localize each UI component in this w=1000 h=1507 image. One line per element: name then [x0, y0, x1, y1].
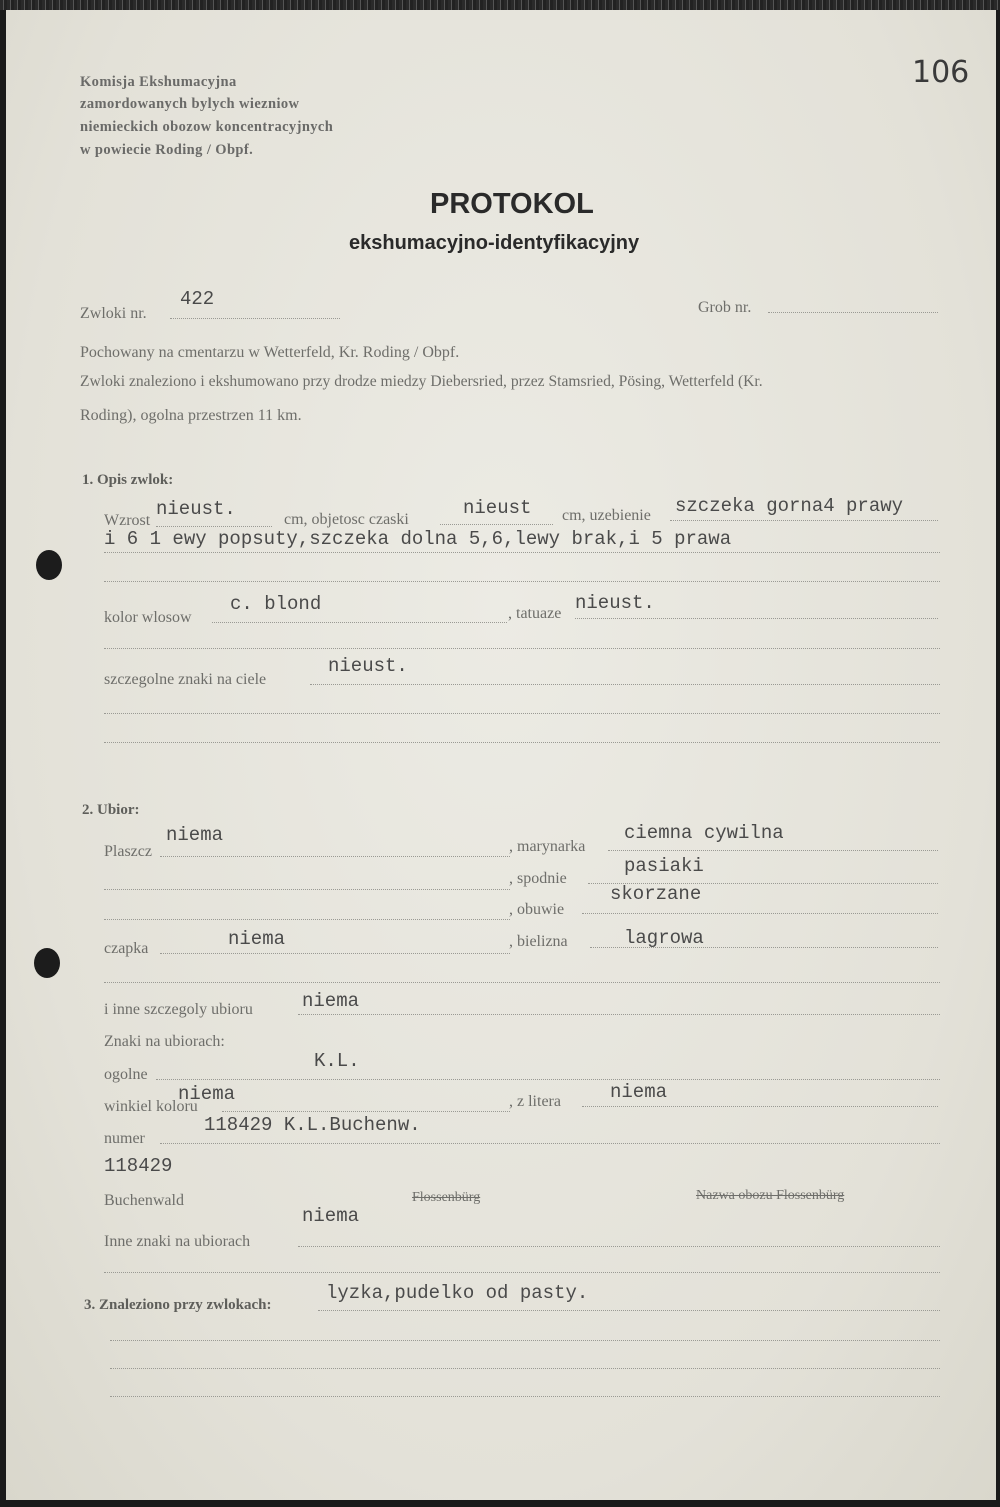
zwloki-label: Zwloki nr.	[80, 305, 147, 322]
numer-label: numer	[104, 1130, 145, 1147]
section1-heading: 1. Opis zwlok:	[82, 472, 174, 488]
kolor-label: kolor wlosow	[104, 609, 192, 626]
section3-heading: 3. Znaleziono przy zwlokach:	[84, 1297, 272, 1313]
found-text-line2: Roding), ogolna przestrzen 11 km.	[80, 407, 302, 424]
znaki-ciele-value: nieust.	[328, 655, 408, 677]
obuwie-value: skorzane	[610, 883, 702, 905]
zwloki-value: 422	[180, 288, 215, 310]
grob-label: Grob nr.	[698, 299, 752, 316]
found-text-line1: Zwloki znaleziono i ekshumowano przy drodze miedzy Diebersried, przez Stamsried, Pösing, Wetterfeld (Kr.	[80, 373, 763, 390]
inne-szczegoly-label: i inne szczegoly ubioru	[104, 1001, 253, 1018]
page-number: 106	[912, 55, 970, 90]
flossenburg-struck: Flossenbürg	[412, 1190, 481, 1205]
inne-znaki-label: Inne znaki na ubiorach	[104, 1233, 251, 1250]
buchenwald-label: Buchenwald	[104, 1192, 184, 1209]
bielizna-label: , bielizna	[509, 933, 568, 950]
numer-value-2: 118429	[104, 1155, 173, 1177]
punch-hole	[36, 550, 62, 580]
header-line: zamordowanych bylych wiezniow	[80, 96, 300, 112]
header-line: w powiecie Roding / Obpf.	[80, 142, 254, 158]
inne-znaki-value: niema	[302, 1205, 360, 1227]
obozu-struck: Nazwa obozu Flossenbürg	[696, 1188, 845, 1203]
ogolne-label: ogolne	[104, 1066, 148, 1083]
wzrost-label: Wzrost	[104, 512, 151, 529]
inne-szczegoly-value: niema	[302, 990, 360, 1012]
litera-label: , z litera	[509, 1093, 561, 1110]
plaszcz-value: niema	[166, 824, 224, 846]
bielizna-value: lagrowa	[624, 927, 704, 949]
uzebienie-value-2: i 6 1 ewy popsuty,szczeka dolna 5,6,lewy brak,i 5 prawa	[104, 528, 732, 550]
header-line: Komisja Ekshumacyjna	[80, 74, 237, 90]
uzebienie-value-1: szczeka gorna4 prawy	[675, 495, 904, 517]
obuwie-label: , obuwie	[509, 901, 565, 918]
document-title: PROTOKOL	[430, 188, 594, 220]
czapka-label: czapka	[104, 940, 149, 957]
winkiel-label: winkiel koloru	[104, 1098, 198, 1115]
spodnie-label: , spodnie	[509, 870, 567, 887]
marynarka-value: ciemna cywilna	[624, 822, 784, 844]
ogolne-value: K.L.	[314, 1050, 360, 1072]
tatuaze-label: , tatuaze	[508, 605, 562, 622]
marynarka-label: , marynarka	[509, 838, 586, 855]
wzrost-value: nieust.	[156, 498, 236, 520]
cm-uzebienie-label: cm, uzebienie	[562, 507, 651, 524]
tatuaze-value: nieust.	[575, 592, 655, 614]
kolor-value: c. blond	[230, 593, 322, 615]
winkiel-value: niema	[178, 1083, 236, 1105]
document-subtitle: ekshumacyjno-identyfikacyjny	[349, 232, 640, 254]
litera-value: niema	[610, 1081, 668, 1103]
numer-value: 118429 K.L.Buchenw.	[204, 1114, 421, 1136]
section2-heading: 2. Ubior:	[82, 802, 140, 818]
burial-text: Pochowany na cmentarzu w Wetterfeld, Kr. Roding / Obpf.	[80, 344, 460, 361]
header-line: niemieckich obozow koncentracyjnych	[80, 119, 334, 135]
czapka-value: niema	[228, 928, 286, 950]
scan-top-edge	[0, 0, 1000, 10]
punch-hole	[34, 948, 60, 978]
section3-value: lyzka,pudelko od pasty.	[326, 1282, 589, 1304]
plaszcz-label: Plaszcz	[104, 843, 152, 860]
znaki-ubiorach-label: Znaki na ubiorach:	[104, 1033, 225, 1050]
czaszka-value: nieust	[463, 497, 532, 519]
spodnie-value: pasiaki	[624, 855, 704, 877]
cm-objetosc-label: cm, objetosc czaski	[284, 511, 409, 528]
znaki-ciele-label: szczegolne znaki na ciele	[104, 671, 267, 688]
